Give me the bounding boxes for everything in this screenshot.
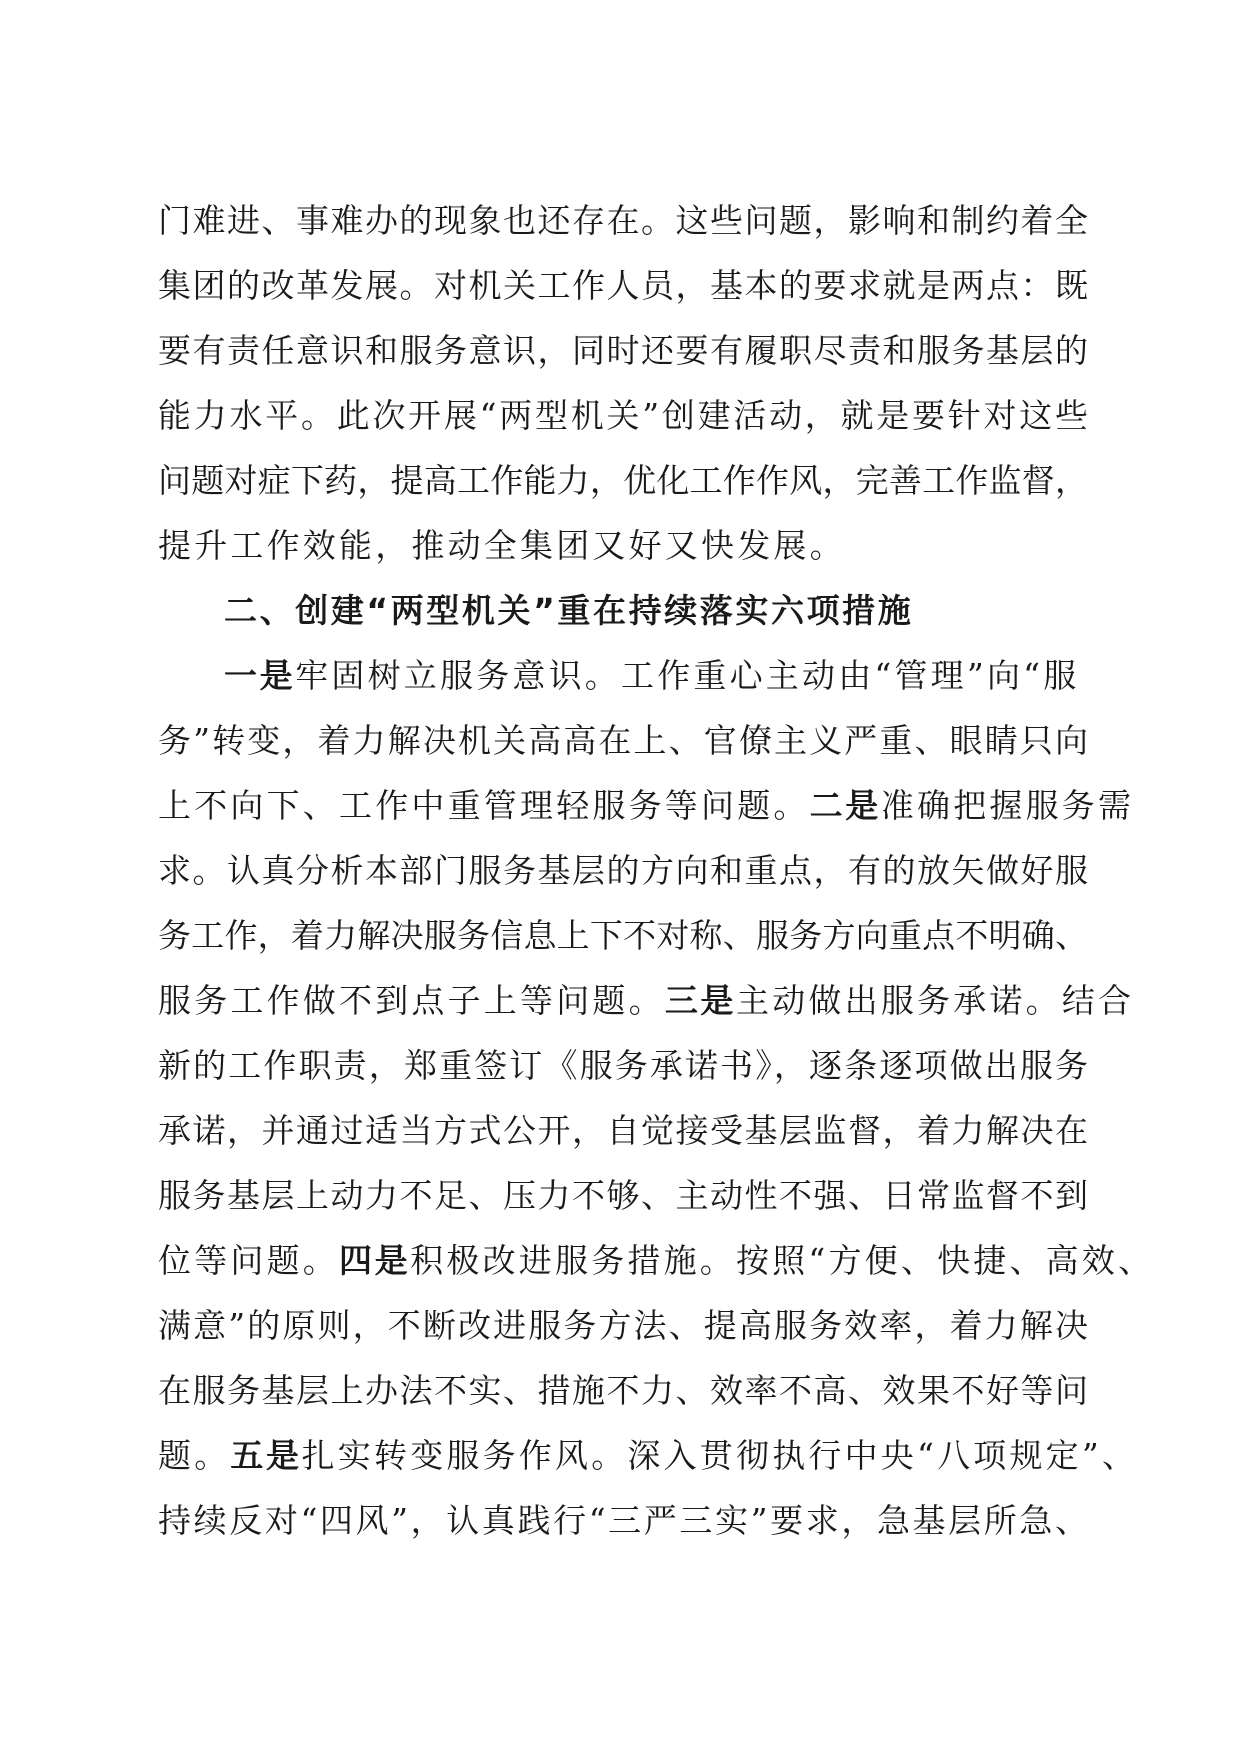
body-line: 承诺，并通过适当方式公开，自觉接受基层监督，着力解决在 <box>158 1111 1088 1150</box>
body-line <box>158 773 1135 838</box>
measure-text: 服务工作做不到点子上等问题。 <box>158 981 665 1020</box>
body-line <box>158 968 1135 1033</box>
body-line <box>158 1423 1139 1488</box>
body-line: 服务基层上动力不足、压力不够、主动性不强、日常监督不到 <box>158 1176 1088 1215</box>
body-line: 要有责任意识和服务意识，同时还要有履职尽责和服务基层的 <box>158 331 1088 370</box>
body-line: 满意”的原则，不断改进服务方法、提高服务效率，着力解决 <box>158 1306 1088 1345</box>
body-line: 提升工作效能，推动全集团又好又快发展。 <box>158 526 846 565</box>
section-heading: 二、创建“两型机关”重在持续落实六项措施 <box>224 591 914 630</box>
measure-text: 准确把握服务需 <box>880 786 1135 825</box>
measure-lead: 四是 <box>339 1241 411 1280</box>
measure-text: 扎实转变服务作风。深入贯彻执行中央“八项规定”、 <box>301 1436 1139 1475</box>
body-line: 务”转变，着力解决机关高高在上、官僚主义严重、眼睛只向 <box>158 721 1088 760</box>
body-line: 在服务基层上办法不实、措施不力、效率不高、效果不好等问 <box>158 1371 1088 1410</box>
measure-text: 牢固树立服务意识。工作重心主动由“管理”向“服 <box>295 656 1080 695</box>
measure-text: 题。 <box>158 1436 231 1475</box>
body-line: 务工作，着力解决服务信息上下不对称、服务方向重点不明确、 <box>158 916 1088 955</box>
measure-text: 主动做出服务承诺。结合 <box>736 981 1135 1020</box>
measure-lead: 二是 <box>809 786 881 825</box>
body-line: 能力水平。此次开展“两型机关”创建活动，就是要针对这些 <box>158 396 1088 435</box>
document-body <box>158 188 1155 1553</box>
body-line <box>158 643 1088 708</box>
body-line: 求。认真分析本部门服务基层的方向和重点，有的放矢做好服 <box>158 851 1088 890</box>
body-line <box>158 1228 1155 1293</box>
measure-text: 积极改进服务措施。按照“方便、快捷、高效、 <box>410 1241 1155 1280</box>
body-line: 持续反对“四风”，认真践行“三严三实”要求，急基层所急、 <box>158 1501 1088 1540</box>
measure-text: 位等问题。 <box>158 1241 339 1280</box>
body-line: 新的工作职责，郑重签订《服务承诺书》，逐条逐项做出服务 <box>158 1046 1088 1085</box>
body-line: 问题对症下药，提高工作能力，优化工作作风，完善工作监督， <box>158 461 1088 500</box>
measure-lead: 三是 <box>664 981 737 1020</box>
body-line: 集团的改革发展。对机关工作人员，基本的要求就是两点：既 <box>158 266 1088 305</box>
body-line: 门难进、事难办的现象也还存在。这些问题，影响和制约着全 <box>158 201 1088 240</box>
measure-lead: 五是 <box>230 1436 302 1475</box>
measure-text: 上不向下、工作中重管理轻服务等问题。 <box>158 786 810 825</box>
measure-lead: 一是 <box>224 656 296 695</box>
